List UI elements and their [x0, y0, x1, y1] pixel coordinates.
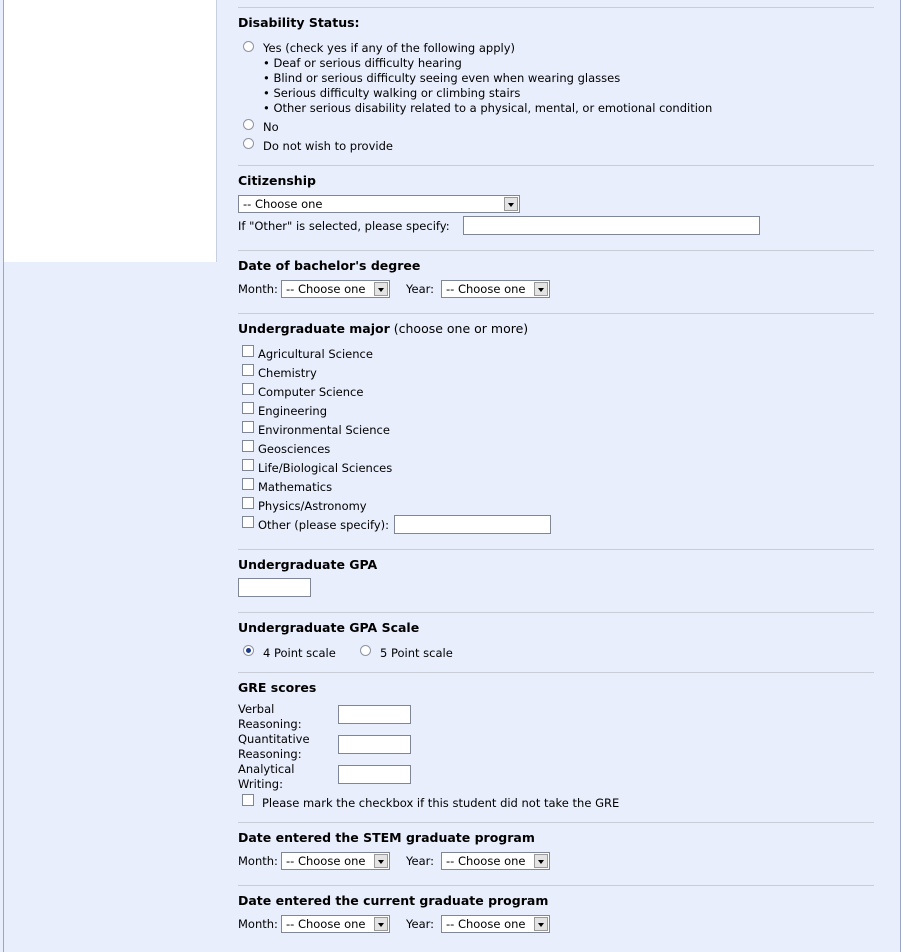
page-right-strip	[901, 0, 905, 952]
citizenship-other-input[interactable]	[463, 216, 760, 235]
bachelor-month-select[interactable]	[281, 280, 390, 298]
current-date-heading: Date entered the current graduate program	[238, 893, 549, 908]
disability-no-radio[interactable]	[243, 119, 254, 130]
disability-bullet: • Deaf or serious difficulty hearing	[263, 56, 462, 70]
stem-year-select[interactable]	[441, 852, 550, 870]
sidebar-panel	[4, 0, 217, 262]
current-year-value: -- Choose one	[446, 917, 526, 931]
gre-verbal-label: Verbal	[238, 702, 275, 716]
chevron-down-icon	[374, 917, 388, 931]
major-checkbox[interactable]	[242, 383, 254, 395]
gre-quant-label: Quantitative	[238, 732, 310, 746]
major-option-label: Mathematics	[258, 480, 333, 494]
major-checkbox[interactable]	[242, 345, 254, 357]
section-divider	[238, 885, 874, 886]
section-divider	[238, 672, 874, 673]
disability-yes-label: Yes (check yes if any of the following apply)	[263, 41, 516, 55]
major-other-label: Other (please specify):	[258, 518, 390, 532]
major-option-label: Physics/Astronomy	[258, 499, 367, 513]
major-option-label: Geosciences	[258, 442, 331, 456]
disability-bullet: • Blind or serious difficulty seeing even when wearing glasses	[263, 71, 621, 85]
stem-month-value: -- Choose one	[286, 854, 366, 868]
gre-analytic-label: Analytical	[238, 762, 295, 776]
section-divider	[238, 7, 874, 8]
gre-quant-label: Reasoning:	[238, 747, 302, 761]
gpa-scale-heading: Undergraduate GPA Scale	[238, 620, 420, 635]
disability-bullet: • Other serious disability related to a physical, mental, or emotional condition	[263, 101, 713, 115]
gre-quant-input[interactable]	[338, 735, 411, 754]
gpa-scale-5-radio[interactable]	[360, 645, 371, 656]
disability-yes-radio[interactable]	[243, 41, 254, 52]
major-checkbox[interactable]	[242, 459, 254, 471]
current-year-select[interactable]	[441, 915, 550, 933]
bachelor-month-value: -- Choose one	[286, 282, 366, 296]
major-option-label: Computer Science	[258, 385, 364, 399]
bachelor-date-heading: Date of bachelor's degree	[238, 258, 421, 273]
gpa-scale-4-label: 4 Point scale	[263, 646, 336, 660]
section-divider	[238, 165, 874, 166]
major-option-label: Engineering	[258, 404, 327, 418]
disability-heading: Disability Status:	[238, 15, 360, 30]
chevron-down-icon	[534, 282, 548, 296]
major-checkbox[interactable]	[242, 440, 254, 452]
gpa-heading: Undergraduate GPA	[238, 557, 378, 572]
citizenship-other-label: If "Other" is selected, please specify:	[238, 219, 450, 233]
major-checkbox[interactable]	[242, 402, 254, 414]
section-divider	[238, 612, 874, 613]
major-heading-row	[238, 321, 528, 336]
major-heading-note: (choose one or more)	[393, 321, 529, 336]
no-gre-label: Please mark the checkbox if this student did not take the GRE	[262, 796, 620, 810]
stem-month-label: Month:	[238, 854, 278, 868]
gre-verbal-input[interactable]	[338, 705, 411, 724]
major-checkbox[interactable]	[242, 364, 254, 376]
major-checkbox[interactable]	[242, 478, 254, 490]
section-divider	[238, 549, 874, 550]
bachelor-month-label: Month:	[238, 282, 278, 296]
disability-no-label: No	[263, 120, 279, 134]
stem-date-heading: Date entered the STEM graduate program	[238, 830, 535, 845]
stem-month-select[interactable]	[281, 852, 390, 870]
stem-year-value: -- Choose one	[446, 854, 526, 868]
section-divider	[238, 313, 874, 314]
major-option-label: Environmental Science	[258, 423, 390, 437]
gpa-scale-5-label: 5 Point scale	[380, 646, 453, 660]
gre-verbal-label: Reasoning:	[238, 717, 302, 731]
chevron-down-icon	[374, 854, 388, 868]
major-checkbox[interactable]	[242, 421, 254, 433]
current-month-value: -- Choose one	[286, 917, 366, 931]
gpa-input[interactable]	[238, 578, 311, 597]
disability-decline-label: Do not wish to provide	[263, 139, 393, 153]
major-checkbox[interactable]	[242, 497, 254, 509]
citizenship-heading: Citizenship	[238, 173, 316, 188]
current-month-label: Month:	[238, 917, 278, 931]
current-year-label: Year:	[406, 917, 435, 931]
section-divider	[238, 822, 874, 823]
major-option-label: Chemistry	[258, 366, 317, 380]
stem-year-label: Year:	[406, 854, 435, 868]
chevron-down-icon	[504, 197, 518, 211]
citizenship-select[interactable]	[238, 195, 520, 213]
major-other-checkbox[interactable]	[242, 516, 254, 528]
gre-analytic-label: Writing:	[238, 777, 283, 791]
section-divider	[238, 250, 874, 251]
disability-decline-radio[interactable]	[243, 138, 254, 149]
bachelor-year-label: Year:	[406, 282, 435, 296]
bachelor-year-value: -- Choose one	[446, 282, 526, 296]
major-heading: Undergraduate major	[238, 321, 390, 336]
chevron-down-icon	[534, 854, 548, 868]
no-gre-checkbox[interactable]	[242, 794, 254, 806]
chevron-down-icon	[374, 282, 388, 296]
chevron-down-icon	[534, 917, 548, 931]
current-month-select[interactable]	[281, 915, 390, 933]
citizenship-select-value: -- Choose one	[243, 197, 323, 211]
major-option-label: Agricultural Science	[258, 347, 373, 361]
gpa-scale-4-radio[interactable]	[243, 645, 254, 656]
major-other-input[interactable]	[394, 515, 551, 534]
gre-heading: GRE scores	[238, 680, 317, 695]
bachelor-year-select[interactable]	[441, 280, 550, 298]
disability-bullet: • Serious difficulty walking or climbing stairs	[263, 86, 521, 100]
gre-analytic-input[interactable]	[338, 765, 411, 784]
major-option-label: Life/Biological Sciences	[258, 461, 393, 475]
